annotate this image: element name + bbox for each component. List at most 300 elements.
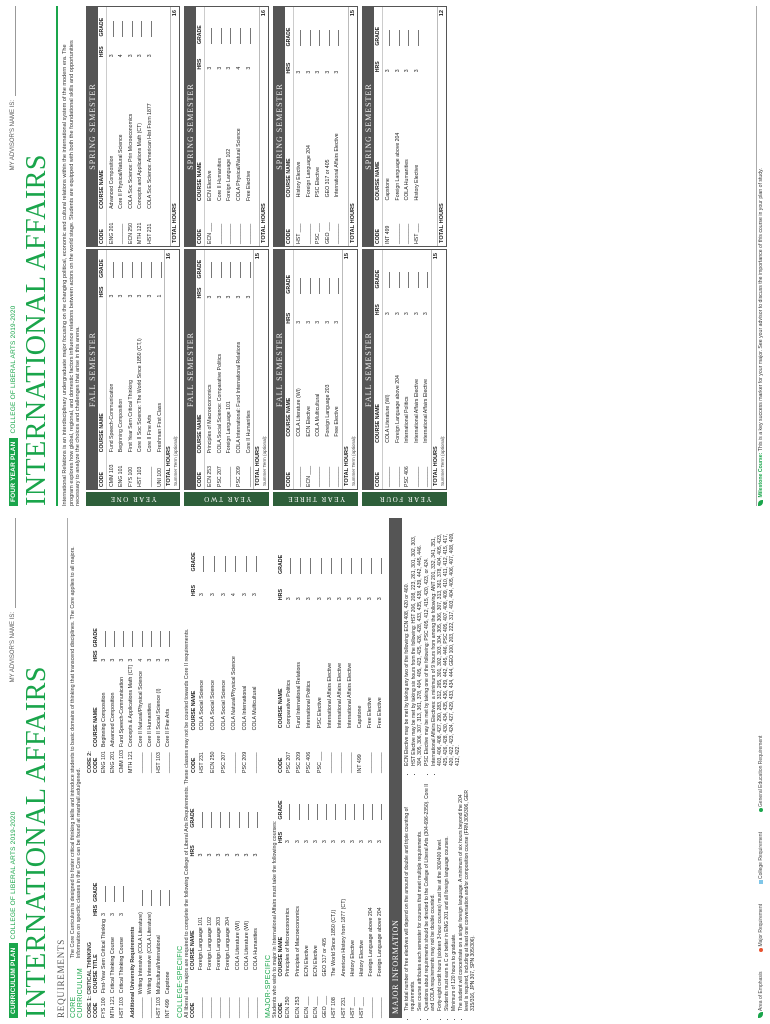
- course-name: COLA Literature (WI): [243, 920, 250, 971]
- red-dot-icon: [759, 948, 763, 952]
- course-name: Advanced Composition: [108, 155, 115, 209]
- course-name: Foreign Language above 204: [394, 375, 401, 443]
- course-name: Beginning Composition: [100, 692, 107, 748]
- grade-field[interactable]: [108, 625, 117, 647]
- course-name: Writing Intensive (COLA Literature): [146, 912, 153, 995]
- course-name: COLA Social Science: [199, 680, 206, 731]
- grade-field[interactable]: [233, 783, 242, 828]
- course-name: ECN Elective: [303, 945, 310, 977]
- course-code: _______: [376, 752, 383, 773]
- grade-field[interactable]: [229, 533, 240, 572]
- grade-field[interactable]: [422, 250, 432, 291]
- course-name: ECN Elective: [305, 406, 312, 437]
- grade-field[interactable]: [145, 887, 154, 906]
- course-name: Foreign Language 203: [324, 384, 331, 437]
- table-row: [250, 533, 261, 773]
- course-hours: 3: [225, 853, 232, 857]
- grade-field[interactable]: [393, 7, 403, 48]
- grade-field[interactable]: [294, 533, 304, 574]
- course-code: _______: [334, 466, 341, 487]
- table-row: [294, 7, 304, 246]
- course-name: Free Elective: [245, 170, 252, 202]
- course-name: Freshman First Class: [156, 402, 163, 453]
- info-left-list: [404, 783, 477, 1018]
- grade-field[interactable]: [348, 783, 357, 820]
- semester-heading: SPRING SEMESTER: [87, 7, 98, 246]
- course-name: Foreign Language 102: [206, 916, 213, 971]
- course-code: _______: [225, 997, 232, 1018]
- course-code: ECN 253: [207, 465, 214, 487]
- table-row: [136, 250, 146, 489]
- grade-field[interactable]: [136, 7, 146, 39]
- course-code: _______: [234, 997, 241, 1018]
- course-code: ECN ___: [312, 996, 319, 1018]
- grade-field[interactable]: [244, 250, 254, 280]
- table-row: [367, 783, 376, 1018]
- course-code: MTH 121: [137, 222, 144, 244]
- course-code: ENG 201: [110, 751, 117, 773]
- grade-field[interactable]: [330, 783, 339, 820]
- table-row: [106, 250, 116, 489]
- semester-table: CODE COURSE NAME HRS GRADE ECN 253 Principles of Macroeconomics 3 PSC 207 COLA Social Science: Comparative Politics 3 _______ Foreign Language 101 3 PSC 209 COLA International: Fund International Relations 3 _______ Core II Humanities 3: [196, 250, 253, 489]
- course-name: Multicultural/International: [156, 935, 163, 995]
- course-hours: 3: [241, 593, 248, 597]
- course-code: _______: [385, 466, 392, 487]
- table-row: [333, 7, 343, 246]
- course-code: ENG 101: [118, 465, 125, 487]
- grade-field[interactable]: [345, 533, 355, 574]
- semester-heading: FALL SEMESTER: [87, 250, 98, 489]
- course-hours: 3: [334, 70, 341, 74]
- college-label: COLLEGE OF LIBERAL ARTS 2019-2020: [9, 811, 17, 940]
- course-name: History Elective: [358, 940, 365, 977]
- table-row: [383, 250, 393, 489]
- course-hours: 3: [234, 853, 241, 857]
- course-code: ECN 250: [285, 996, 292, 1018]
- semester-heading: SPRING SEMESTER: [274, 7, 285, 246]
- blue-square-icon: [759, 880, 763, 884]
- course-hours: 3: [404, 69, 411, 73]
- core1-table: CODE COURSE TITLE HRS GRADE FYS 100 First-Year Sem Critical Thinking 3 MTH 121 Critical Thinking Course 3 HST 103 Critical Thinking Course 3: [93, 880, 127, 1018]
- table-row: [215, 783, 224, 1018]
- table-row: [304, 7, 314, 246]
- course-hours: 3: [340, 840, 347, 844]
- grade-field[interactable]: [224, 783, 233, 828]
- table-row: [244, 7, 254, 246]
- course-code: ECN 253: [294, 996, 301, 1018]
- year-label: YEAR FOUR: [362, 492, 447, 506]
- total-hours: TOTAL HOURS 16: [164, 250, 173, 489]
- grade-field[interactable]: [355, 533, 365, 574]
- table-row: [99, 625, 108, 773]
- table-row: [251, 783, 260, 1018]
- legend-emphasis: Area of Emphasis: [758, 972, 764, 1018]
- course-code: CMM 103: [119, 750, 126, 773]
- table-row: [106, 7, 116, 246]
- core2-table: CODE COURSE NAME HRS GRADE ENG 101 Beginning Composition 3 ENG 201 Advanced Composition 3 CMM 103 Fund Speech-Communication 3 MTH 121 Concepts & Applications Math (CT) 3 _______ Core II Natural/Physical Science 4 _______ Core II Humanities 3 HST 103 Core II Social Science (I) 3 _______ Core II Fine Arts 3: [93, 625, 173, 773]
- course-code: PSC 406: [404, 466, 411, 487]
- course-name: ECN Elective: [207, 170, 214, 202]
- course-code: HST 231: [340, 997, 347, 1018]
- course-name: Fund Speech-Communication: [108, 383, 115, 453]
- grade-field[interactable]: [375, 533, 385, 574]
- course-name: ECN Elective: [312, 945, 319, 977]
- course-code: _______: [245, 223, 252, 244]
- course-code: _______: [235, 223, 242, 244]
- course-name: COLA Multicultural: [252, 686, 259, 731]
- course-code: HST 231: [146, 223, 153, 244]
- table-row: [234, 250, 244, 489]
- grade-field[interactable]: [164, 887, 173, 906]
- grade-field[interactable]: [118, 625, 127, 647]
- course-name: Advanced Composition: [110, 692, 117, 748]
- course-hours: 3: [110, 658, 117, 662]
- grade-field[interactable]: [126, 7, 136, 39]
- grade-field[interactable]: [302, 783, 311, 820]
- grade-field[interactable]: [325, 533, 335, 574]
- grade-field[interactable]: [339, 783, 348, 820]
- course-hours: 3: [216, 66, 223, 70]
- grade-field[interactable]: [145, 7, 155, 39]
- grade-field[interactable]: [145, 625, 154, 647]
- leaf-icon: [758, 1012, 763, 1018]
- course-code: _______: [146, 466, 153, 487]
- table-row: [323, 7, 333, 246]
- grade-field[interactable]: [126, 250, 136, 280]
- semester-table: CODE COURSE NAME HRS GRADE ECN ___ ECN Elective 3 _______ Core II Humanities 3 _______ Foreign Language 102 3 _______ COLA Physical/Natural Science 4 _______ Free Elective 3: [196, 7, 253, 246]
- table-row: [294, 533, 304, 773]
- table-row: [145, 250, 155, 489]
- legend-general: General Education Requirement: [758, 736, 764, 812]
- course-hours: 3: [137, 294, 144, 298]
- course-hours: 3: [156, 658, 163, 662]
- grade-field[interactable]: [412, 250, 422, 291]
- page-title: INTERNATIONAL AFFAIRS: [21, 154, 52, 506]
- grade-field[interactable]: [106, 7, 116, 39]
- course-code: FYS 100: [100, 997, 107, 1018]
- table-row: [325, 533, 335, 773]
- semester-box: [273, 249, 358, 490]
- course-code: _______: [243, 997, 250, 1018]
- course-name: History Elective: [413, 164, 420, 201]
- table-row: [205, 250, 215, 489]
- course-hours: 3: [358, 840, 365, 844]
- course-code: PSC 406: [306, 751, 313, 773]
- course-name: Fund Speech-Communication: [119, 676, 126, 748]
- grade-field[interactable]: [154, 625, 163, 647]
- course-name: International Affairs Elective: [334, 133, 341, 198]
- grade-field[interactable]: [155, 250, 165, 280]
- course-name: Critical Thinking Course: [110, 937, 117, 994]
- course-code: _______: [252, 752, 259, 773]
- course-code: PSC 209: [241, 751, 248, 773]
- course-name: Core II Humanities: [146, 703, 153, 748]
- table-row: [116, 250, 126, 489]
- semester-table: CODE COURSE NAME HRS GRADE ENG 201 Advanced Composition 3 _______ Core II Physical/Natural Science 4 ECN 250 COLA Soc Science: Prin Microeconomics 3 MTH 121 Concepts and Applications Math (CT) 3 HST 231 COLA Soc Science: American Hist From 1877 3: [98, 7, 155, 246]
- college-right-table: CODE COURSE NAME HRS GRADE HST 231 COLA Social Science 3 ECN 250 COLA Social Science 3 PSC 207 COLA Social Science 3 _______ COLA Natural/Physical Science 4 PSC 209 COLA International 3 _______ COLA Multicultural 3: [190, 533, 260, 773]
- table-row: [348, 783, 357, 1018]
- table-row: [345, 533, 355, 773]
- grade-field[interactable]: [383, 7, 393, 48]
- grade-field[interactable]: [127, 625, 136, 647]
- grade-field[interactable]: [284, 533, 294, 574]
- legend: [758, 736, 764, 1018]
- table-row: [154, 625, 163, 773]
- course-name: Core II Humanities: [245, 410, 252, 454]
- course-hours: 3: [303, 840, 310, 844]
- info-bullet: • The student will concentrate on a single foreign language. A minimum of six hours beyond the 204 level is required, including at least one conversation and/or composition course (FRN 305/306, GER 315/316, JPN 307, SPN 305/306).: [458, 783, 476, 1011]
- course-hours: 3: [413, 69, 420, 73]
- grade-field[interactable]: [357, 783, 366, 820]
- grade-field[interactable]: [250, 533, 261, 572]
- course-code: HST 103: [156, 997, 163, 1018]
- grade-field[interactable]: [99, 880, 108, 902]
- course-code: PSC 209: [296, 751, 303, 773]
- course-code: HST 103: [137, 466, 144, 487]
- college-label: COLLEGE OF LIBERAL ARTS 2019-2020: [9, 305, 17, 434]
- course-code: HST ___: [358, 997, 365, 1018]
- course-code: _______: [146, 752, 153, 773]
- course-name: Free Elective: [334, 406, 341, 437]
- course-name: PSC Elective: [316, 697, 323, 729]
- grade-field[interactable]: [196, 783, 205, 828]
- course-name: COLA Social Science: [220, 680, 227, 731]
- grade-field[interactable]: [99, 625, 108, 647]
- info-bullet: • HST Elective may be met by taking six hours from the following: HST 206, 208, 223, 261, 301, 302, 303, 304, 305, 306, 307, 313, 361, 378, 404, 405, 423, 425, 426, 428, 433, 435, 438, 439, 442, 445, 446.: [411, 526, 423, 766]
- course-code: _______: [305, 223, 312, 244]
- grade-field[interactable]: [136, 887, 145, 906]
- grade-field[interactable]: [205, 250, 215, 280]
- grade-field[interactable]: [239, 533, 250, 572]
- semester-box: [184, 6, 269, 247]
- table-row: [108, 625, 117, 773]
- course-code: INT 499: [385, 225, 392, 244]
- info-bullet: • Forty-eight credit hours (sixteen 3-hour courses) must be at the 300/400 level.: [437, 783, 443, 1011]
- course-code: _______: [146, 997, 153, 1018]
- grade-field[interactable]: [314, 250, 324, 296]
- course-hours: 3: [296, 597, 303, 601]
- grade-field[interactable]: [116, 250, 126, 280]
- grade-field[interactable]: [304, 533, 314, 574]
- course-hours: 3: [245, 66, 252, 70]
- major-information-heading: MAJOR INFORMATION: [389, 518, 402, 1018]
- course-hours: 3: [312, 840, 319, 844]
- course-name: Comparative Politics: [286, 679, 293, 729]
- semester-box: [184, 249, 269, 490]
- course-code: _______: [231, 752, 238, 773]
- table-row: [333, 250, 343, 489]
- grade-field[interactable]: [136, 250, 146, 280]
- table-row: [335, 533, 345, 773]
- course-hours: 3: [127, 294, 134, 298]
- course-code: _______: [366, 752, 373, 773]
- grade-field[interactable]: [106, 250, 116, 280]
- grade-field[interactable]: [304, 7, 314, 48]
- college-description: All liberal arts majors are required to complete the following College of Liberal Arts Requirements. These classes may not be counted towards Core II requirements.: [183, 628, 190, 1018]
- table-row: [304, 533, 314, 773]
- grade-field[interactable]: [314, 7, 324, 48]
- course-name: Foreign Language 203: [216, 916, 223, 971]
- grade-field[interactable]: [304, 250, 314, 296]
- grade-field[interactable]: [205, 783, 214, 828]
- grade-field[interactable]: [225, 7, 235, 46]
- table-row: [205, 7, 215, 246]
- course-name: Foreign Language above 204: [368, 907, 375, 977]
- course-name: Core II Soc Science: The World Since 1850 (CT,I): [137, 338, 144, 453]
- course-code: ECN ___: [303, 996, 310, 1018]
- additional-label: Additional University Requirements: [129, 926, 136, 1018]
- course-code: _______: [252, 997, 259, 1018]
- grade-field[interactable]: [365, 533, 375, 574]
- course-hours: 3: [331, 840, 338, 844]
- year-label: YEAR THREE: [273, 492, 358, 506]
- grade-field[interactable]: [242, 783, 251, 828]
- grade-field[interactable]: [333, 250, 343, 296]
- grade-field[interactable]: [402, 7, 412, 48]
- table-row: [136, 625, 145, 773]
- course-hours: [164, 906, 173, 909]
- course-hours: 3: [316, 597, 323, 601]
- grade-field[interactable]: [367, 783, 376, 820]
- advisor-label: MY ADVISOR'S NAME IS:: [10, 6, 16, 170]
- course-hours: 4: [231, 593, 238, 597]
- table-row: [155, 250, 165, 489]
- grade-field[interactable]: [294, 7, 304, 48]
- grade-field[interactable]: [323, 7, 333, 48]
- course-code: HST ___: [413, 223, 420, 244]
- grade-field[interactable]: [197, 533, 208, 572]
- additional-table: [136, 887, 173, 1018]
- grade-field[interactable]: [293, 783, 302, 820]
- total-hours: TOTAL HOURS 15: [253, 250, 262, 489]
- plan-badge: FOUR YEAR PLAN: [9, 438, 18, 506]
- course-name: COLA Multicultural: [315, 393, 322, 437]
- course-name: Core II Natural/Physical Science: [137, 671, 144, 748]
- course-hours: 3: [199, 593, 206, 597]
- course-code: _______: [368, 997, 375, 1018]
- grade-field[interactable]: [218, 533, 229, 572]
- course-name: The World Since 1850 (CT,I): [331, 909, 338, 977]
- course-hours: 3: [315, 70, 322, 74]
- grade-field[interactable]: [155, 887, 164, 906]
- table-row: [118, 625, 127, 773]
- course-hours: 3: [108, 294, 115, 298]
- course-hours: 3: [216, 853, 223, 857]
- table-row: [284, 533, 294, 773]
- grade-field[interactable]: [335, 533, 345, 574]
- table-row: [136, 7, 146, 246]
- course-code: _______: [245, 466, 252, 487]
- course-code: _______: [404, 223, 411, 244]
- grade-field[interactable]: [402, 250, 412, 291]
- grade-field[interactable]: [376, 783, 385, 820]
- grade-field[interactable]: [383, 250, 393, 291]
- course-code: _______: [326, 752, 333, 773]
- grade-field[interactable]: [145, 250, 155, 280]
- table-row: [393, 7, 403, 246]
- grade-field[interactable]: [215, 783, 224, 828]
- grade-field[interactable]: [136, 625, 145, 647]
- summer-term: Summer Term (optional):: [440, 435, 446, 486]
- course-hours: 3: [119, 658, 126, 662]
- grade-field[interactable]: [208, 533, 219, 572]
- course-name: Core II Social Science (I): [156, 688, 163, 748]
- course-name: PSC Elective: [315, 167, 322, 198]
- course-hours: 3: [326, 597, 333, 601]
- course-name: Capstone: [385, 178, 392, 201]
- grade-field[interactable]: [118, 880, 127, 902]
- course-name: GEO 317 or 405: [322, 937, 329, 977]
- table-row: [239, 533, 250, 773]
- table-row: [108, 880, 117, 1018]
- year-row: [184, 6, 269, 506]
- grade-field[interactable]: [116, 7, 126, 39]
- major-specific-heading: MAJOR-SPECIFIC: [264, 954, 272, 1018]
- grade-field[interactable]: [215, 250, 225, 280]
- course-hours: 3: [394, 312, 401, 316]
- course-code: INT 499: [356, 754, 363, 773]
- grade-field[interactable]: [284, 783, 293, 820]
- course-code: _______: [324, 466, 331, 487]
- course-hours: 3: [165, 658, 172, 662]
- grade-field[interactable]: [294, 250, 304, 296]
- course-hours: 3: [296, 320, 303, 324]
- course-code: HST 108: [331, 997, 338, 1018]
- course-name: Writing Intensive (COLA Literature): [137, 912, 144, 995]
- total-hours: TOTAL HOURS 15: [431, 250, 440, 489]
- table-row: [208, 533, 219, 773]
- grade-field[interactable]: [215, 7, 225, 46]
- plan-badge: CURRICULUM PLAN: [9, 943, 18, 1018]
- course-name: GEO 317 or 405: [324, 159, 331, 198]
- info-bullet: • ECN Elective may be met by taking any two of the following: ECN 408, 420 or 460.: [404, 526, 410, 766]
- table-row: [196, 783, 205, 1018]
- table-row: [304, 250, 314, 489]
- course-code: ECN ___: [305, 465, 312, 487]
- grade-field[interactable]: [323, 250, 333, 296]
- grade-field[interactable]: [205, 7, 215, 46]
- grade-field[interactable]: [244, 7, 254, 46]
- grade-field[interactable]: [311, 783, 320, 820]
- course-name: International Affairs Elective: [336, 662, 343, 729]
- grade-field[interactable]: [225, 250, 235, 280]
- course-hours: 3: [376, 597, 383, 601]
- course-code: _______: [346, 752, 353, 773]
- grade-field[interactable]: [393, 250, 403, 291]
- grade-field[interactable]: [251, 783, 260, 828]
- semester-table: CODE COURSE NAME HRS GRADE HST ___ History Elective 3 _______ Foreign Language 204 3 PSC ___ PSC Elective 3 GEO ___ GEO 317 or 405 3 _______ International Affairs Elective 3: [285, 7, 342, 246]
- grade-field[interactable]: [234, 250, 244, 280]
- grade-field[interactable]: [234, 7, 244, 46]
- course-hours: 3: [197, 853, 204, 857]
- grade-field[interactable]: [412, 7, 422, 48]
- grade-field[interactable]: [321, 783, 330, 820]
- table-row: [155, 887, 164, 1018]
- grade-field[interactable]: [333, 7, 343, 48]
- course-hours: 3: [209, 593, 216, 597]
- course-hours: 3: [146, 294, 153, 298]
- grade-field[interactable]: [315, 533, 325, 574]
- semester-table: CODE COURSE NAME HRS GRADE CMM 103 Fund Speech-Communication 3 ENG 101 Beginning Composition 3 FYS 100 First Year Sem Critical Thinking 3 HST 103 Core II Soc Science: The World Since 1850 (CT,I) 3 _______ Core II Fine Arts 3 UNI 100 Freshman First Class 1: [98, 250, 165, 489]
- table-row: [225, 250, 235, 489]
- course-hours: 3: [146, 54, 153, 58]
- course-name: International Affairs Elective: [413, 379, 420, 443]
- grade-field[interactable]: [108, 880, 117, 902]
- program-intro: International Relations is an interdisciplinary undergraduate major focusing on the changing political, economic and cultural relations within the international system of the modern era. The program explores how global, regional, and domestic factors influence relations between actors on the world stage. Students are equipped with both the foundational skills and opportunities necessary to analyze the choices and challenges that arise in this arena.: [62, 40, 82, 506]
- grade-field[interactable]: [164, 625, 173, 647]
- table-row: [330, 783, 339, 1018]
- table-row: [376, 783, 385, 1018]
